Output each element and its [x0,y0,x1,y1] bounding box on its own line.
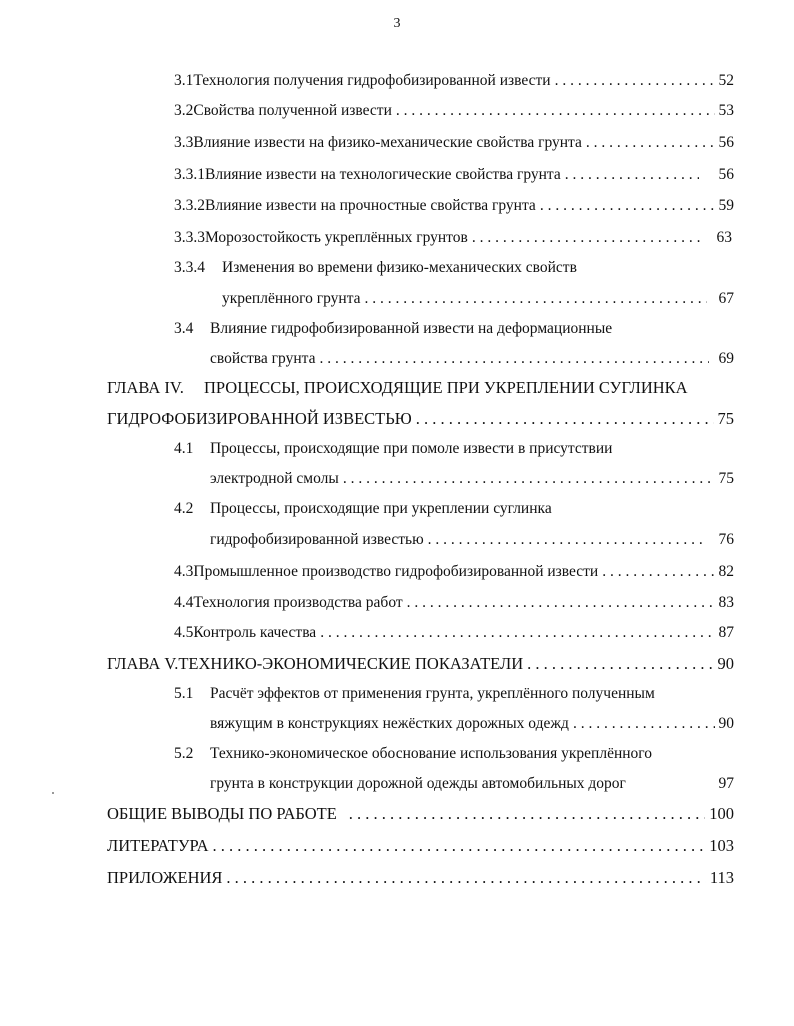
toc-number: 4.4 [174,594,194,611]
toc-title: Влияние извести на прочностные свойства грунта [205,197,536,214]
toc-page: 56 [718,166,734,183]
toc-entry-3-3-4-cont [222,288,734,310]
toc-entry-5-1 [174,683,734,705]
toc-title: Контроль качества [193,624,317,641]
toc-leader [416,408,714,430]
toc-page: 97 [718,775,734,792]
toc-title-continued: вяжущим в конструкциях нежёстких дорожных одежд [210,715,569,732]
toc-leader [565,164,699,186]
toc-title-continued: свойства грунта [210,350,316,367]
toc-chapter-4-cont [107,408,734,430]
toc-number: 3.3.3 [174,229,205,246]
toc-leader [586,132,715,154]
toc-number: 3.2 [174,102,194,119]
toc-entry-3-3-4 [174,257,734,279]
toc-page: 53 [718,102,734,119]
toc-number: 4.2 [174,500,194,517]
toc-title: Морозостойкость укреплённых грунтов [205,229,468,246]
toc-title: ОБЩИЕ ВЫВОДЫ ПО РАБОТЕ [107,804,337,823]
toc-chapter-number: ГЛАВА IV. [107,378,184,397]
toc-page: 63 [716,229,732,246]
toc-leader [213,835,706,857]
toc-title: Влияние извести на физико-механические свойства грунта [193,134,582,151]
toc-entry-5-2 [174,743,734,765]
toc-number: 3.3.4 [174,259,205,276]
toc-title: ТЕХНИКО-ЭКОНОМИЧЕСКИЕ ПОКАЗАТЕЛИ [178,654,524,673]
toc-leader [602,561,714,583]
toc-title-continued: укреплённого грунта [222,290,361,307]
toc-entry-3-3 [174,132,734,154]
toc-entry-5-1-cont [210,713,734,735]
toc-number: 5.1 [174,685,194,702]
toc-page: 113 [709,868,734,887]
toc-entry-3-3-3 [174,227,732,249]
toc-page: 83 [718,594,734,611]
toc-page: 90 [717,654,734,673]
toc-entry-3-4 [174,318,734,340]
toc-entry-3-3-2 [174,195,734,217]
toc-title: Влияние извести на технологические свойства грунта [205,166,561,183]
toc-number: 3.3.1 [174,166,205,183]
toc-page: 87 [718,624,734,641]
toc-page: 59 [718,197,734,214]
toc-title: ЛИТЕРАТУРА [107,836,209,855]
toc-page: 103 [709,836,734,855]
toc-title: ПРОЦЕССЫ, ПРОИСХОДЯЩИЕ ПРИ УКРЕПЛЕНИИ СУГЛИНКА [204,378,688,397]
toc-title: Промышленное производство гидрофобизированной извести [193,563,599,580]
toc-entry-3-4-cont [210,348,734,370]
toc-number: 5.2 [174,745,194,762]
toc-entry-5-2-cont [210,773,734,795]
toc-title: ПРИЛОЖЕНИЯ [107,868,223,887]
toc-page: 82 [718,563,734,580]
toc-leader [527,653,713,675]
toc-entry-3-3-1 [174,164,734,186]
toc-page: 75 [718,470,734,487]
toc-leader [226,867,705,889]
toc-leader [540,195,715,217]
toc-page: 69 [718,350,734,367]
toc-leader [407,592,715,614]
toc-entry-4-1-cont [210,468,734,490]
toc-number: 3.3 [174,134,194,151]
toc-page: 75 [717,409,734,428]
toc-page: 76 [718,531,734,548]
toc-page: 100 [709,804,734,823]
toc-title: Влияние гидрофобизированной извести на деформационные [210,320,613,337]
toc-title: Изменения во времени физико-механических свойств [222,259,577,276]
toc-chapter-4 [107,377,734,399]
toc-entry-4-2 [174,498,734,520]
toc-title-continued: ГИДРОФОБИЗИРОВАННОЙ ИЗВЕСТЬЮ [107,409,412,428]
toc-page: 52 [718,72,734,89]
toc-page: 56 [718,134,734,151]
toc-title-continued: электродной смолы [210,470,339,487]
toc-entry-4-5 [174,622,734,644]
toc-title-continued: гидрофобизированной известью [210,531,424,548]
toc-leader [349,803,705,825]
toc-entry-4-2-cont [210,529,734,551]
toc-number: 4.3 [174,563,194,580]
toc-leader [365,288,707,310]
toc-title-continued: грунта в конструкции дорожной одежды автомобильных дорог [210,775,626,792]
toc-leader [472,227,705,249]
toc-title: Процессы, происходящие при укреплении суглинка [210,500,552,517]
toc-title: Технология производства работ [193,594,403,611]
toc-number: 3.3.2 [174,197,205,214]
toc-leader [555,70,715,92]
toc-number: 4.5 [174,624,194,641]
scan-speck [52,792,54,794]
toc-title: Расчёт эффектов от применения грунта, укреплённого полученным [210,685,655,702]
toc-title: Процессы, происходящие при помоле извести в присутствии [210,440,613,457]
toc-leader [319,348,708,370]
toc-title: Свойства полученной извести [193,102,392,119]
toc-entry-4-1 [174,438,734,460]
toc-leader [343,468,715,490]
toc-entry-3-2 [174,100,734,122]
toc-appendices [107,867,734,889]
toc-page: 90 [718,715,734,732]
toc-number: 4.1 [174,440,194,457]
toc-page: 67 [718,290,734,307]
page-number: 3 [393,16,401,31]
toc-chapter-5 [107,653,734,675]
toc-chapter-number: ГЛАВА V. [107,654,179,673]
toc-leader [320,622,714,644]
toc-title: Технология получения гидрофобизированной извести [193,72,551,89]
toc-entry-4-4 [174,592,734,614]
toc-entry-3-1 [174,70,734,92]
toc-leader [396,100,715,122]
toc-number: 3.4 [174,320,194,337]
toc-leader [428,529,705,551]
toc-leader [573,713,715,735]
toc-literature [107,835,734,857]
toc-title: Технико-экономическое обоснование использования укреплённого [210,745,653,762]
toc-conclusions [107,803,734,825]
toc-number: 3.1 [174,72,194,89]
toc-entry-4-3 [174,561,734,583]
